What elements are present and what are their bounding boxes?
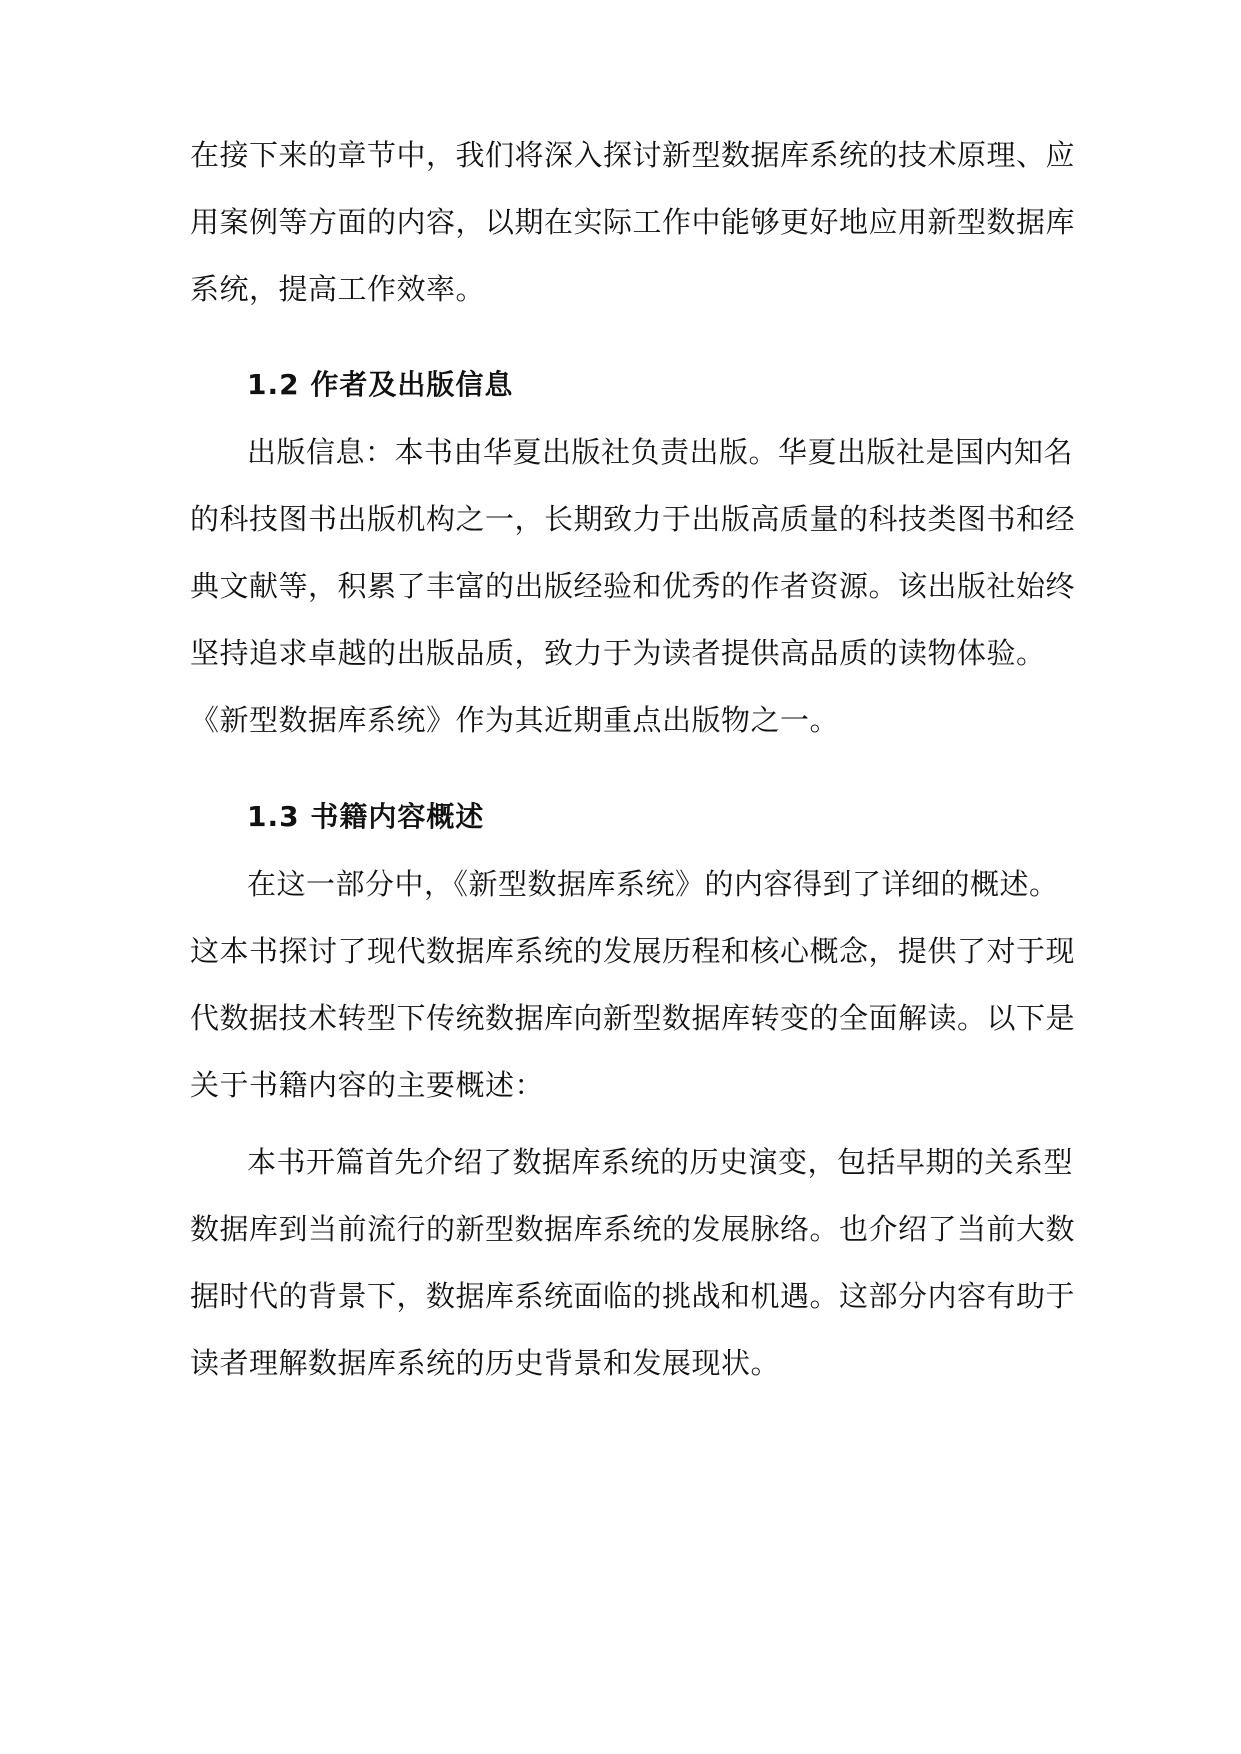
paragraph-line: 在接下来的章节中，我们将深入探讨新型数据库系统的技术原理、应: [190, 138, 1076, 172]
paragraph-line: 这本书探讨了现代数据库系统的发展历程和核心概念，提供了对于现: [190, 934, 1076, 968]
paragraph-line: 本书开篇首先介绍了数据库系统的历史演变，包括早期的关系型: [247, 1145, 1074, 1179]
paragraph-line: 代数据技术转型下传统数据库向新型数据库转变的全面解读。以下是: [190, 1001, 1076, 1035]
paragraph-line: 坚持追求卓越的出版品质，致力于为读者提供高品质的读物体验。: [190, 636, 1046, 670]
section-heading-1-3: 1.3 书籍内容概述: [247, 800, 485, 833]
paragraph-line: 用案例等方面的内容，以期在实际工作中能够更好地应用新型数据库: [190, 205, 1076, 239]
paragraph-line: 典文献等，积累了丰富的出版经验和优秀的作者资源。该出版社始终: [190, 569, 1076, 603]
paragraph-line: 据时代的背景下，数据库系统面临的挑战和机遇。这部分内容有助于: [190, 1279, 1076, 1313]
paragraph-line: 数据库到当前流行的新型数据库系统的发展脉络。也介绍了当前大数: [190, 1212, 1076, 1246]
paragraph-line: 在这一部分中，《新型数据库系统》的内容得到了详细的概述。: [247, 867, 1059, 901]
paragraph-line: 《新型数据库系统》作为其近期重点出版物之一。: [190, 703, 840, 737]
paragraph-line: 出版信息：本书由华夏出版社负责出版。华夏出版社是国内知名: [247, 435, 1074, 469]
paragraph-line: 关于书籍内容的主要概述：: [190, 1068, 545, 1102]
paragraph-line: 的科技图书出版机构之一，长期致力于出版高质量的科技类图书和经: [190, 502, 1076, 536]
section-heading-1-2: 1.2 作者及出版信息: [247, 368, 514, 401]
paragraph-line: 系统，提高工作效率。: [190, 272, 486, 306]
paragraph-line: 读者理解数据库系统的历史背景和发展现状。: [190, 1346, 781, 1380]
